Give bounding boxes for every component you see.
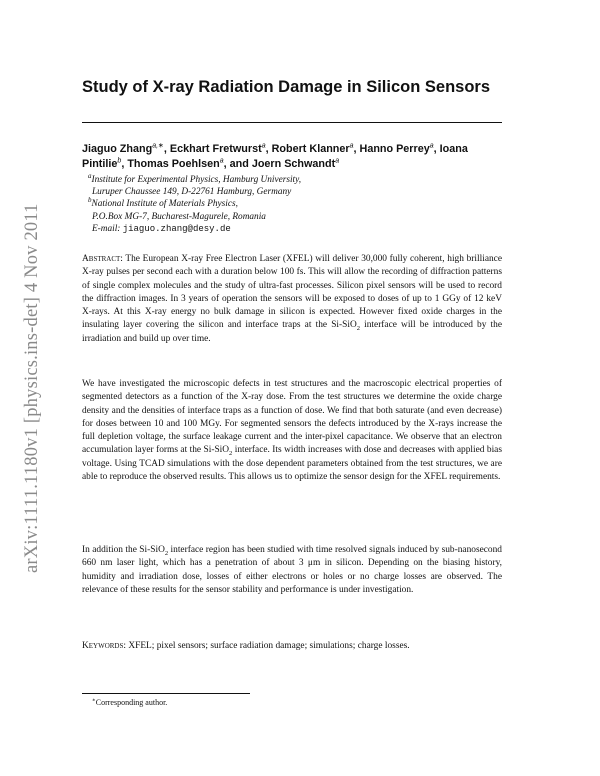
paper-title: Study of X-ray Radiation Damage in Silicon Sensors <box>82 78 491 96</box>
affiliations <box>88 171 488 235</box>
subscript: 2 <box>356 325 360 333</box>
author-affiliation-mark: a <box>429 142 434 150</box>
author-affiliation-mark: a,∗ <box>152 142 164 150</box>
paragraph-text: In addition the Si-SiO <box>82 545 165 555</box>
subscript: 2 <box>164 549 169 557</box>
author-affiliation-mark: b <box>117 157 122 165</box>
paragraph-text: interface region has been studied with time resolved signals induced by sub-nanosecond 660 nm laser light, which has a penetration of about 3 μm in silicon. Depending on the biasing history, humidity and irradiation dose, losses of either electrons or holes or no charge losses are observed. The relevance of these results for the sensor stability and performance is under investigation. <box>82 545 502 595</box>
title-divider <box>82 122 502 123</box>
author-name: Ioana <box>439 143 468 155</box>
footnote-divider <box>82 693 250 694</box>
keywords-label: Keywords: <box>82 641 126 651</box>
author-separator: , <box>265 143 272 155</box>
author-separator: , <box>223 158 230 170</box>
author-name: Jiaguo Zhang <box>82 143 153 155</box>
footnote <box>92 698 167 707</box>
affiliation-a-line2: Luruper Chaussee 149, D-22761 Hamburg, Germany <box>92 187 292 198</box>
abstract-label: Abstract: <box>82 254 123 264</box>
author-name: Robert Klanner <box>271 143 350 155</box>
affiliation-mark: b <box>88 196 92 205</box>
email-link[interactable]: jiaguo.zhang@desy.de <box>122 223 231 234</box>
author-name: Hanno Perrey <box>359 143 430 155</box>
author-affiliation-mark: a <box>349 142 354 150</box>
keywords-text: XFEL; pixel sensors; surface radiation damage; simulations; charge losses. <box>126 641 410 651</box>
author-separator: , <box>433 143 440 155</box>
affiliation-b-line1 <box>88 198 488 210</box>
email-label: E-mail: <box>92 223 121 234</box>
author-name: Pintilie <box>82 158 118 170</box>
subscript: 2 <box>229 450 233 458</box>
author-separator: , <box>163 143 170 155</box>
arxiv-identifier-stamp: arXiv:1111.1180v1 [physics.ins-det] 4 Nov 2011 <box>22 203 42 573</box>
affiliation-b-line2: P.O.Box MG-7, Bucharest-Magurele, Romania <box>92 211 266 222</box>
paragraph-text: We have investigated the microscopic defects in test structures and the macroscopic electrical properties of segmented detectors as a function of the X-ray dose. From the test structures we determine the oxide charge density and the densities of interface traps as a function of dose. We find that both saturate (and even decrease) for doses between 10 and 100 MGy. For segmented sensors the defects introduced by the X-rays increase the full depletion voltage, the surface leakage current and the inter-pixel capacitance. We observe that an electron accumulation layer forms at the Si-SiO <box>82 379 502 456</box>
affiliation-text: Institute for Experimental Physics, Hamburg University, <box>91 175 302 185</box>
footnote-text: Corresponding author. <box>95 698 168 707</box>
affiliation-mark: a <box>88 171 92 180</box>
body-paragraph-3 <box>82 544 502 597</box>
author-affiliation-mark: a <box>261 142 266 150</box>
author-list <box>82 142 502 172</box>
abstract-text: interface will be introduced by the irradiation and build up over time. <box>82 320 503 344</box>
abstract-text: The European X-ray Free Electron Laser (XFEL) will deliver 30,000 fully coherent, high brilliance X-ray pulses per second each with a duration below 100 fs. This will allow the recording of diffraction patterns of single complex molecules and the study of ultra-fast processes. Silicon pixel sensors will be used to record the diffraction images. In 3 years of operation the sensors will be exposed to doses of up to 1 GGy of 12 keV X-rays. At this X-ray energy no bulk damage in silicon is expected. However fixed oxide charges in the insulating layer covering the silicon and interface traps at the Si-SiO <box>82 254 502 331</box>
author-name: Eckhart Fretwurst <box>169 143 262 155</box>
author-affiliation-mark: a <box>335 157 340 165</box>
email-line <box>88 223 488 235</box>
affiliation-text: National Institute of Materials Physics, <box>91 199 238 210</box>
keywords-line <box>82 640 502 653</box>
author-separator: , <box>121 158 128 170</box>
body-paragraph-2 <box>82 378 502 484</box>
author-name: and Joern Schwandt <box>229 158 336 170</box>
author-separator: , <box>353 143 360 155</box>
footnote-mark: ∗ <box>92 697 96 704</box>
paragraph-text: interface. Its width increases with dose and decreases with applied bias voltage. Using TCAD simulations with the dose dependent parameters obtained from the test structures, we are able to reproduce the observed results. This allows us to optimize the sensor design for the XFEL requirements. <box>82 445 502 483</box>
abstract-paragraph <box>82 253 502 346</box>
author-name: Thomas Poehlsen <box>127 158 220 170</box>
author-affiliation-mark: a <box>219 157 224 165</box>
affiliation-a-line1 <box>88 171 488 186</box>
